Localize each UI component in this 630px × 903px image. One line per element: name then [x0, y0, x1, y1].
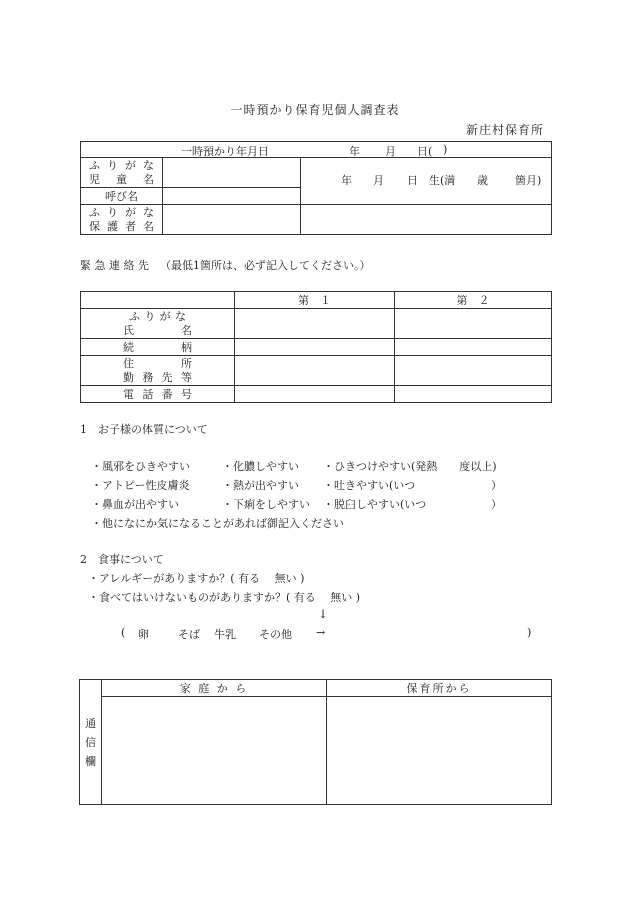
from-home-header: 家 庭 か ら — [102, 680, 327, 697]
contact-2-phone-field[interactable] — [395, 386, 552, 403]
birth-month-label: 月 — [373, 174, 384, 187]
item-convulsions: ・ひきつけやすい(発熱 度以上) — [323, 460, 497, 473]
food-egg: 卵 — [138, 628, 149, 641]
birth-age-label: 生(満 — [429, 174, 456, 187]
contact-1-phone-field[interactable] — [235, 386, 395, 403]
birth-months-label: 箇月) — [515, 174, 542, 187]
child-name-label: 児 童 名 — [89, 172, 154, 186]
item-catches-cold: ・風邪をひきやすい — [91, 460, 190, 473]
item-vomiting: ・吐きやすい(いつ — [323, 479, 416, 492]
page-title: 一時預かり保育児個人調査表 — [230, 103, 400, 117]
birth-day-label: 日 — [407, 174, 418, 187]
contact-1-address-field[interactable] — [235, 356, 395, 386]
organization-name: 新庄村保育所 — [466, 123, 545, 137]
guardian-name-label: 保 護 者 名 — [89, 219, 154, 233]
guardian-extra-field[interactable] — [301, 205, 552, 235]
from-nursery-header: 保育所から — [327, 680, 552, 697]
emergency-heading: 緊 急 連 絡 先 — [80, 259, 149, 272]
child-name-field[interactable] — [163, 158, 301, 188]
section1-heading: 1 お子様の体質について — [80, 423, 208, 436]
contact-workplace-label: 勤 務 先 等 — [123, 370, 192, 384]
allergy-question: ・アレルギーがありますか？( 有る 無い ) — [88, 572, 305, 585]
contact-2-relation-field[interactable] — [395, 339, 552, 356]
item-vomiting-close: ） — [491, 479, 502, 492]
down-arrow: ↓ — [318, 607, 329, 621]
item-other-concerns: ・他になにか気になることがあれば御記入ください — [91, 517, 344, 530]
item-suppuration: ・化膿しやすい — [222, 460, 299, 473]
foods-open-paren: ( — [121, 626, 126, 639]
guardian-furigana-label: ふ り が な — [89, 205, 154, 219]
section2-heading: 2 食事について — [80, 553, 164, 566]
right-arrow: → — [316, 626, 326, 639]
contact-2-name-field[interactable] — [395, 309, 552, 339]
communication-label: 通 信 欄 — [85, 716, 96, 768]
contact-phone-label: 電 話 番 号 — [123, 388, 192, 401]
birth-year-label: 年 — [341, 174, 352, 187]
child-furigana-label: ふ り が な — [89, 158, 154, 172]
contact-1-name-field[interactable] — [235, 309, 395, 339]
date-paren-close: ) — [443, 143, 448, 156]
emergency-note: （最低1箇所は、必ず記入してください。） — [160, 259, 371, 272]
food-soba: そば — [178, 628, 200, 641]
date-label: 一時預かり年月日 — [181, 145, 269, 158]
date-month-label: 月 — [385, 145, 396, 158]
food-other: その他 — [259, 628, 292, 641]
food-milk: 牛乳 — [214, 628, 236, 641]
forbidden-food-question: ・食べてはいけないものがありますか？( 有る 無い ) — [88, 591, 361, 604]
contact-address-label: 住 所 — [123, 356, 192, 370]
contact-relation-label: 続 柄 — [123, 341, 192, 354]
foods-close-paren: ) — [527, 626, 532, 639]
contact-1-header: 第 １ — [235, 292, 395, 309]
item-nosebleed: ・鼻血が出やすい — [91, 498, 179, 511]
birth-years-label: 歳 — [477, 174, 488, 187]
from-home-field[interactable] — [102, 697, 327, 805]
birth-date-field[interactable] — [301, 158, 552, 205]
child-info-table — [80, 141, 552, 235]
item-dislocation-close: ） — [491, 498, 502, 511]
contact-2-header: 第 ２ — [395, 292, 552, 309]
guardian-name-field[interactable] — [163, 205, 301, 235]
nickname-label: 呼び名 — [81, 188, 163, 205]
emergency-contact-table — [80, 291, 552, 403]
date-year-label: 年 — [349, 145, 360, 158]
item-atopic-dermatitis: ・アトピー性皮膚炎 — [91, 479, 190, 492]
date-day-label: 日( — [417, 145, 433, 158]
contact-furigana-label: ふ り が な — [129, 309, 186, 323]
communication-table — [79, 679, 552, 805]
item-fever: ・熱が出やすい — [222, 479, 299, 492]
item-dislocation: ・脱臼しやすい(いつ — [323, 498, 427, 511]
contact-name-label: 氏 名 — [123, 323, 192, 337]
contact-1-relation-field[interactable] — [235, 339, 395, 356]
item-diarrhea: ・下痢をしやすい — [222, 498, 310, 511]
nickname-field[interactable] — [163, 188, 301, 205]
contact-2-address-field[interactable] — [395, 356, 552, 386]
from-nursery-field[interactable] — [327, 697, 552, 805]
